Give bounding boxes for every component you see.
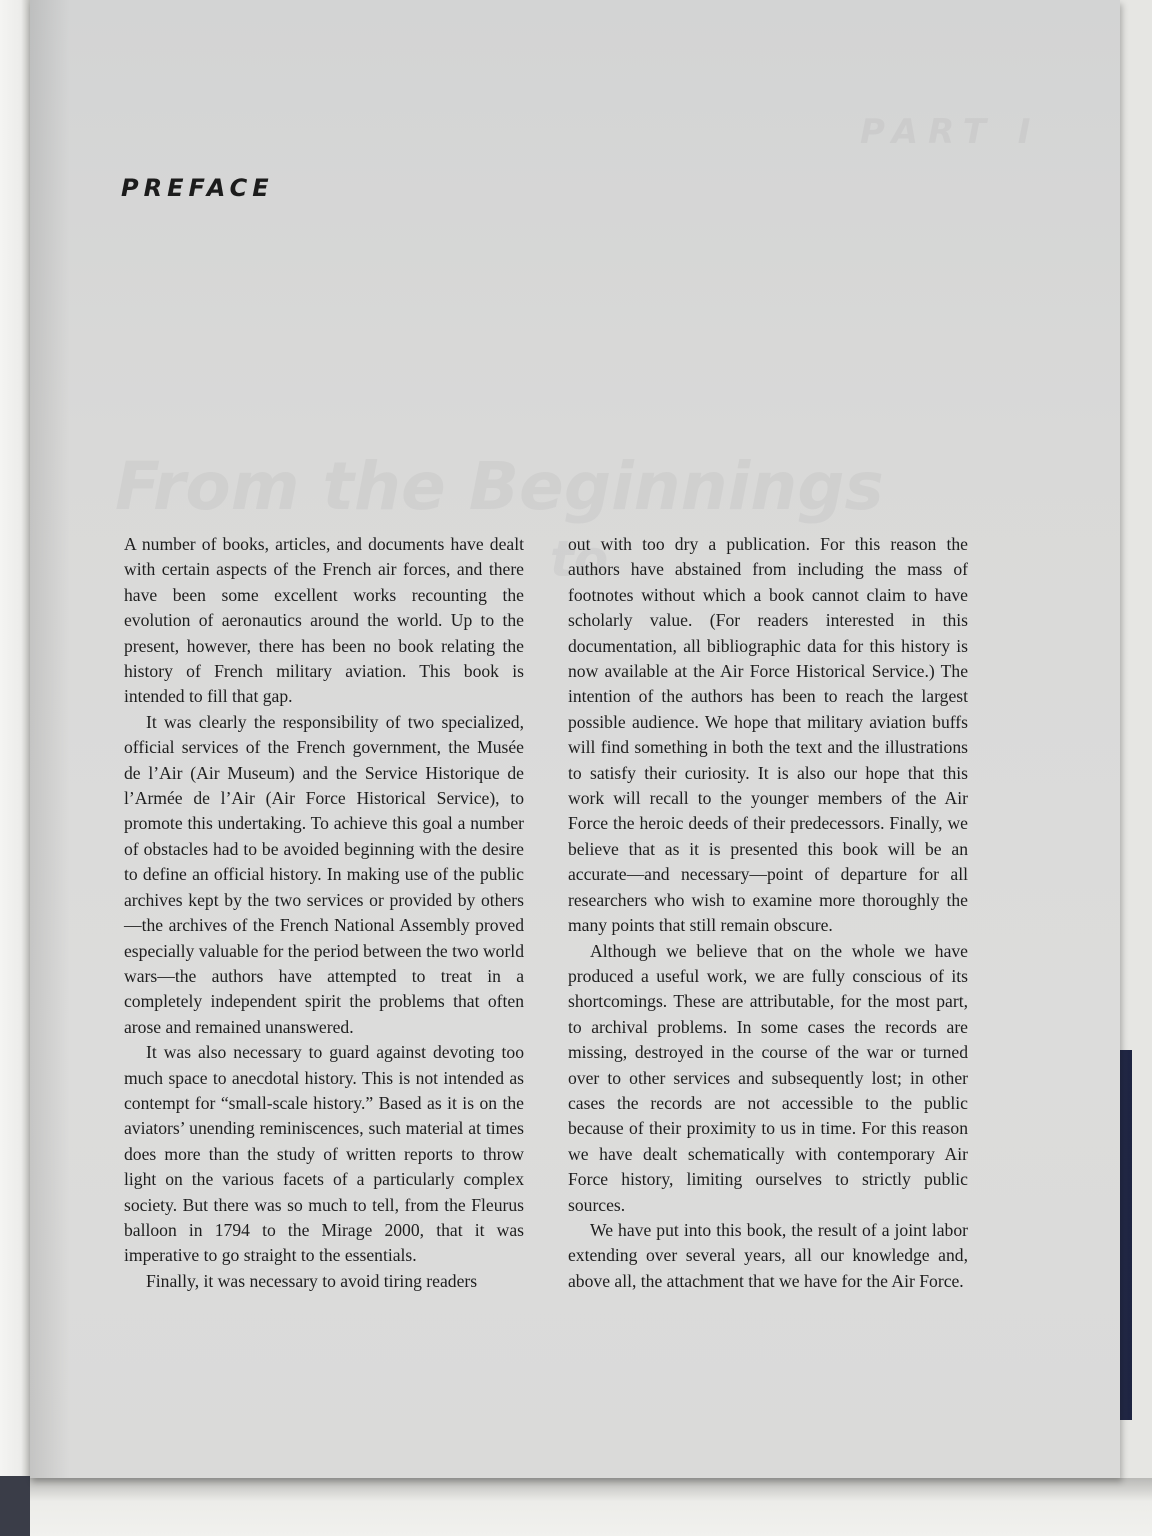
paragraph: We have put into this book, the result of a joint labor extending over several years, all our knowledge and, above all, the attachment that we have for the Air Force. (568, 1219, 968, 1291)
paragraph: It was also necessary to guard against devoting too much space to anecdotal history. This is not intended as contempt for “small-scale history.” Based as it is on the aviators’ unending reminiscences, such material at times does more than the study of written reports to throw light on the various facets of a particularly complex society. But there was so much to tell, from the Fleurus balloon in 1794 to the Mirage 2000, that it was imperative to go straight to the essentials. (124, 1042, 524, 1266)
show-through-title: From the Beginnings (115, 448, 884, 525)
paragraph: out with too dry a publication. For this reason the authors have abstained from including the mass of footnotes without which a book cannot claim to have scholarly value. (For readers interested in this documentation, all bibliographic data for this history is now available at the Air Force Historical Service.) The intention of the authors has been to reach the largest possible audience. We hope that military aviation buffs will find something in both the text and the illustrations to satisfy their curiosity. It is also our hope that this work will recall to the younger members of the Air Force the heroic deeds of their predecessors. Finally, we believe that as it is presented this book will be an accurate—and necessary—point of departure for all researchers who wish to examine more thoroughly the many points that still remain obscure. (568, 534, 968, 936)
page-heading: PREFACE (121, 174, 274, 202)
left-text-column (124, 532, 524, 1294)
book-page (30, 0, 1120, 1478)
page-bottom-edge (30, 1478, 1152, 1536)
book-cover-corner (0, 1476, 30, 1536)
paragraph: Although we believe that on the whole we have produced a useful work, we are fully conscious of its shortcomings. These are attributable, for the most part, to archival problems. In some cases the records are missing, destroyed in the course of the war or turned over to other services and subsequently lost; in other cases the records are not accessible to the public because of their proximity to us in time. For this reason we have dealt schematically with contemporary Air Force history, limiting ourselves to strictly public sources. (568, 940, 968, 1215)
paragraph: Finally, it was necessary to avoid tiring readers (146, 1270, 478, 1291)
show-through-subtitle: to (550, 530, 609, 588)
show-through-part-mark: PART I (860, 112, 1041, 152)
right-text-column (568, 532, 968, 1294)
paragraph: A number of books, articles, and documents have dealt with certain aspects of the French air forces, and there have been some excellent works recounting the evolution of aeronautics around the world. Up to the present, however, there has been no book relating the history of French military aviation. This book is intended to fill that gap. (124, 534, 524, 707)
paragraph: It was clearly the responsibility of two specialized, official services of the French government, the Musée de l’Air (Air Museum) and the Service Historique de l’Armée de l’Air (Air Force Historical Service), to promote this undertaking. To achieve this goal a number of obstacles had to be avoided beginning with the desire to define an official history. In making use of the public archives kept by the two services or provided by others—the archives of the French National Assembly proved especially valuable for the period between the two world wars—the authors have attempted to treat in a completely independent spirit the problems that often arose and remained unanswered. (124, 711, 524, 1037)
gutter-shadow (30, 0, 70, 1478)
facing-page-edge (0, 0, 30, 1536)
